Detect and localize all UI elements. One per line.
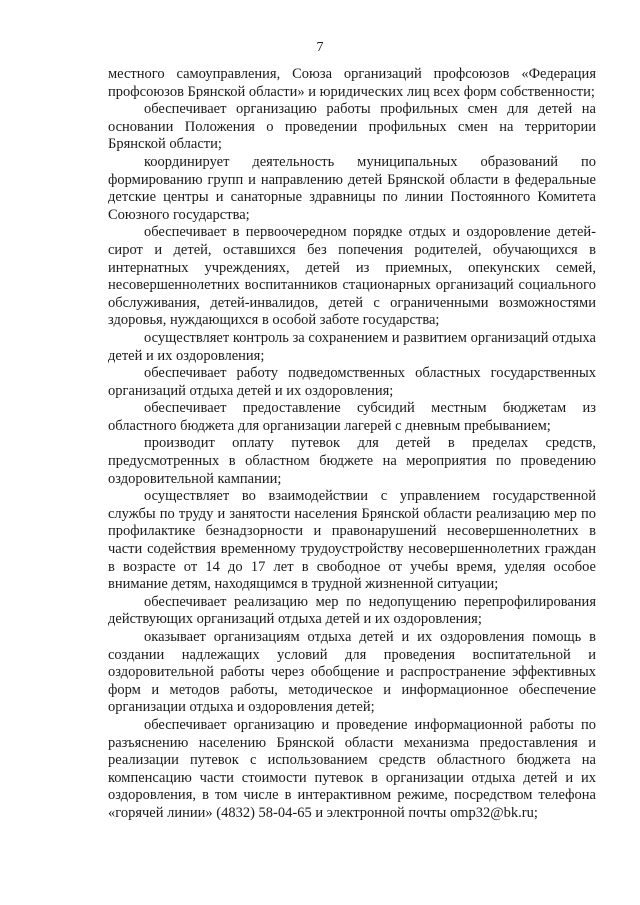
paragraph: производит оплату путевок для детей в пределах средств, предусмотренных в областном бюджете на мероприятия по проведению оздоровительной кампании; <box>108 435 596 487</box>
paragraph: обеспечивает реализацию мер по недопущению перепрофилирования действующих организаций отдыха детей и их оздоровления; <box>108 593 596 628</box>
page-number: 7 <box>316 40 324 55</box>
paragraph: оказывает организациям отдыха детей и их оздоровления помощь в создании надлежащих условий для проведения воспитательной и оздоровительной работы через обобщение и распространение эффективных форм и методов работы, методическое и информационное обеспечение организации отдыха и оздоровления детей; <box>108 629 596 716</box>
paragraph: координирует деятельность муниципальных образований по формированию групп и направлению детей Брянской области в федеральные детские центры и санаторные здравницы по линии Постоянного Комитета Союзного государства; <box>108 153 596 223</box>
paragraph: обеспечивает предоставление субсидий местным бюджетам из областного бюджета для организации лагерей с дневным пребыванием; <box>108 400 596 434</box>
paragraph: обеспечивает работу подведомственных областных государственных организаций отдыха детей и их оздоровления; <box>108 365 596 399</box>
paragraph: обеспечивает организацию работы профильных смен для детей на основании Положения о проведении профильных смен на территории Брянской области; <box>108 101 596 153</box>
paragraph: осуществляет контроль за сохранением и развитием организаций отдыха детей и их оздоровления; <box>108 329 596 364</box>
paragraph: обеспечивает организацию и проведение информационной работы по разъяснению населению Брянской области механизма предоставления и реализации путевок с использованием средств областного бюджета на компенсацию части стоимости путевок в организации отдыха детей и их оздоровления, в том числе в интерактивном режиме, посредством телефона «горячей линии» (4832) 58-04-65 и электронной почты omp32@bk.ru; <box>108 716 596 821</box>
paragraph: местного самоуправления, Союза организаций профсоюзов «Федерация профсоюзов Брянской области» и юридических лиц всех форм собственности; <box>108 66 596 100</box>
paragraph: обеспечивает в первоочередном порядке отдых и оздоровление детей-сирот и детей, оставшихся без попечения родителей, обучающихся в интернатных учреждениях, детей из приемных, опекунских семей, несовершеннолетних воспитанников стационарных организаций социального обслуживания, детей-инвалидов, детей с ограниченными возможностями здоровья, нуждающихся в особой заботе государства; <box>108 224 596 329</box>
document-body <box>108 66 596 823</box>
paragraph: осуществляет во взаимодействии с управлением государственной службы по труду и занятости населения Брянской области реализацию мер по профилактике безнадзорности и правонарушений несовершеннолетних в части содействия временному трудоустройству несовершеннолетних граждан в возрасте от 14 до 17 лет в свободное от учебы время, уделяя особое внимание детям, находящимся в трудной жизненной ситуации; <box>108 488 596 593</box>
